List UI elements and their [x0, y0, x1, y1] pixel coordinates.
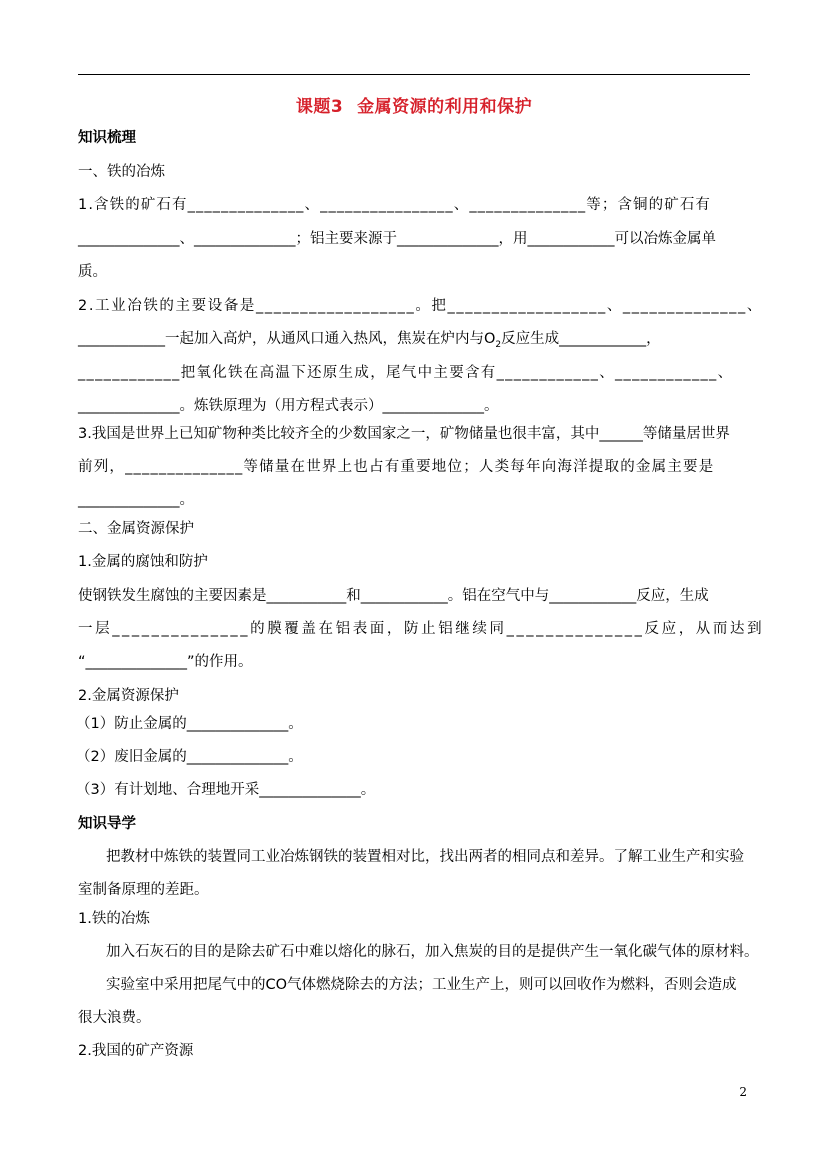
q2-line2: [78, 329, 661, 355]
heading-knowledge-guide: 知识导学: [78, 816, 136, 832]
q1-line2: ______________、______________；铝主要来源于______________，用____________可以冶炼金属单: [78, 231, 716, 247]
protection-item-3: （3）有计划地、合理地开采______________。: [76, 782, 376, 798]
mineral-title: 2.我国的矿产资源: [78, 1043, 194, 1059]
iron-p2-line1: 实验室中采用把尾气中的CO气体燃烧除去的方法；工业生产上，则可以回收作为燃料，否则会造成: [106, 977, 737, 993]
q2-subscript: 2: [495, 339, 502, 350]
corrosion-title: 1.金属的腐蚀和防护: [78, 554, 208, 570]
section-iron-smelting: 一、铁的冶炼: [78, 164, 165, 180]
iron-p2-line2: 很大浪费。: [78, 1010, 151, 1026]
iron-p1: 加入石灰石的目的是除去矿石中难以熔化的脉石，加入焦炭的目的是提供产生一氧化碳气体的原材料。: [106, 944, 759, 960]
q2-line4: ______________。炼铁原理为（用方程式表示）______________。: [78, 398, 499, 414]
q2-line1: 2.工业冶铁的主要设备是__________________。把__________________、______________、: [78, 298, 763, 314]
q3-line2: 前列，______________等储量在世界上也占有重要地位；人类每年向海洋提取的金属主要是: [78, 459, 715, 475]
title-topic: 金属资源的利用和保护: [357, 97, 533, 117]
protection-item-1: （1）防止金属的______________。: [76, 716, 303, 732]
corrosion-line2: 一层______________的膜覆盖在铝表面，防止铝继续同______________反应，从而达到: [78, 621, 765, 637]
q2-line2a: ____________一起加入高炉，从通风口通入热风，焦炭在炉内与O: [78, 331, 496, 347]
q3-line3: ______________。: [78, 492, 194, 508]
page-title: [78, 92, 750, 117]
section-protection: 二、金属资源保护: [78, 521, 194, 537]
heading-knowledge-review: 知识梳理: [78, 130, 136, 146]
q3-line1: 3.我国是世界上已知矿物种类比较齐全的少数国家之一，矿物储量也很丰富，其中______等储量居世界: [78, 426, 730, 442]
title-lesson: 课题3: [295, 97, 344, 117]
iron-title: 1.铁的冶炼: [78, 911, 150, 927]
header-rule: [78, 74, 750, 75]
q1-line1: 1.含铁的矿石有______________、________________、______________等；含铜的矿石有: [78, 197, 712, 213]
resource-protection-title: 2.金属资源保护: [78, 688, 179, 704]
corrosion-line3: “______________”的作用。: [78, 654, 253, 670]
corrosion-line1: 使钢铁发生腐蚀的主要因素是___________和____________。铝在空气中与____________反应，生成: [78, 588, 709, 604]
page-number: 2: [739, 1085, 747, 1099]
protection-item-2: （2）废旧金属的______________。: [76, 749, 303, 765]
q2-line2b: 反应生成____________，: [501, 331, 661, 347]
guide-p1-line2: 室制备原理的差距。: [78, 882, 209, 898]
q2-line3: ____________把氧化铁在高温下还原生成，尾气中主要含有____________、____________、: [78, 365, 734, 381]
q1-line3: 质。: [78, 264, 107, 280]
guide-p1-line1: 把教材中炼铁的装置同工业冶炼钢铁的装置相对比，找出两者的相同点和差异。了解工业生产和实验: [106, 849, 744, 865]
